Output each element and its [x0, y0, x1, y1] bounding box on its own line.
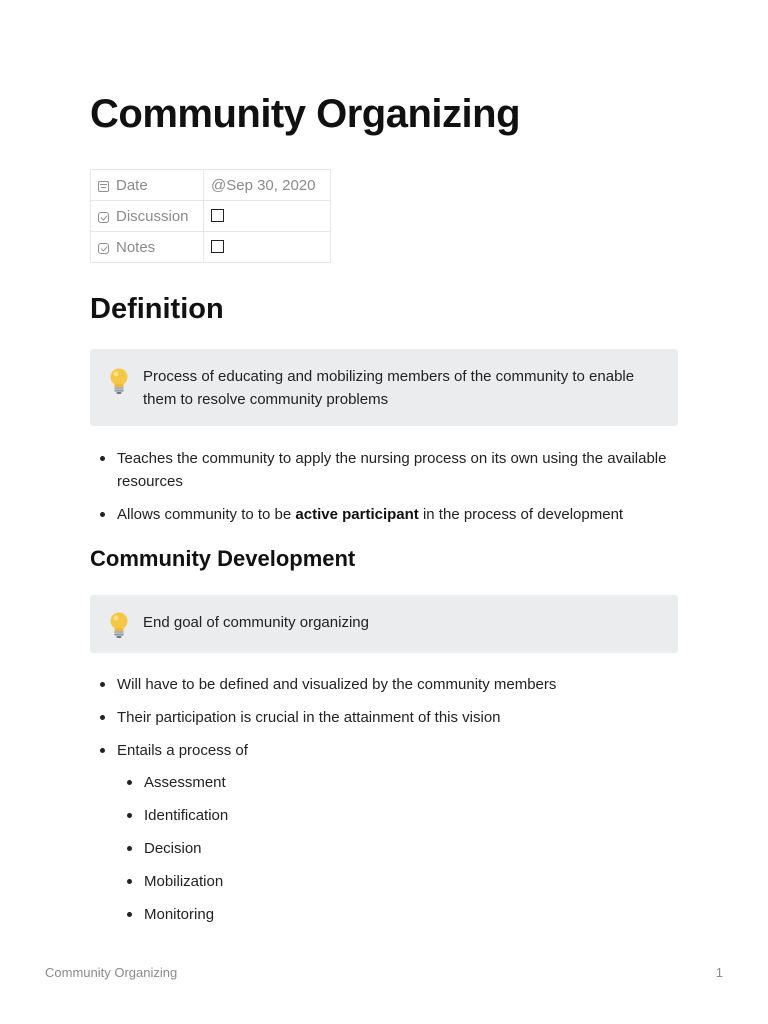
discussion-value: [204, 201, 331, 232]
notes-checkbox[interactable]: [211, 240, 224, 253]
property-key: [91, 201, 204, 232]
lightbulb-icon: [108, 611, 130, 639]
property-row-notes: [91, 232, 331, 263]
page-title: Community Organizing: [90, 92, 520, 136]
list-item: Decision: [117, 837, 678, 860]
list-item-text: Allows community to to be: [117, 506, 296, 523]
property-label: Notes: [116, 238, 156, 256]
property-row-discussion: [91, 201, 331, 232]
lightbulb-icon: [108, 367, 130, 395]
definition-heading: Definition: [90, 293, 224, 325]
list-item: Teaches the community to apply the nursing process on its own using the available resources: [90, 447, 678, 493]
list-item: Will have to be defined and visualized by the community members: [90, 673, 678, 696]
callout-text: End goal of community organizing: [143, 614, 369, 631]
list-item: Assessment: [117, 771, 678, 794]
checkbox-property-icon: [98, 212, 109, 223]
callout-text: Process of educating and mobilizing members of the community to enable them to resolve community problems: [143, 368, 635, 408]
property-label: Discussion: [116, 207, 189, 225]
properties-table: [90, 169, 331, 263]
list-item: Mobilization: [117, 870, 678, 893]
property-label: Date: [116, 176, 148, 194]
footer-title: Community Organizing: [45, 965, 178, 980]
bold-text: active participant: [295, 506, 419, 523]
property-row-date: [91, 170, 331, 201]
definition-callout: [90, 349, 678, 426]
property-key: [91, 170, 204, 201]
community-development-heading: Community Development: [90, 546, 356, 571]
process-steps-list: [117, 771, 678, 926]
development-callout: [90, 595, 678, 653]
list-item: Their participation is crucial in the attainment of this vision: [90, 706, 678, 729]
list-item: Monitoring: [117, 903, 678, 926]
list-item-text: Entails a process of: [117, 742, 248, 759]
calendar-icon: [98, 181, 109, 192]
definition-bullet-list: [90, 447, 678, 526]
property-key: [91, 232, 204, 263]
list-item: [90, 739, 678, 926]
list-item: Identification: [117, 804, 678, 827]
discussion-checkbox[interactable]: [211, 209, 224, 222]
checkbox-property-icon: [98, 243, 109, 254]
notes-value: [204, 232, 331, 263]
development-bullet-list: [90, 673, 678, 936]
page-number: 1: [715, 965, 723, 980]
list-item-text: in the process of development: [418, 506, 624, 523]
date-value[interactable]: @Sep 30, 2020: [204, 170, 331, 201]
list-item: [90, 503, 678, 526]
